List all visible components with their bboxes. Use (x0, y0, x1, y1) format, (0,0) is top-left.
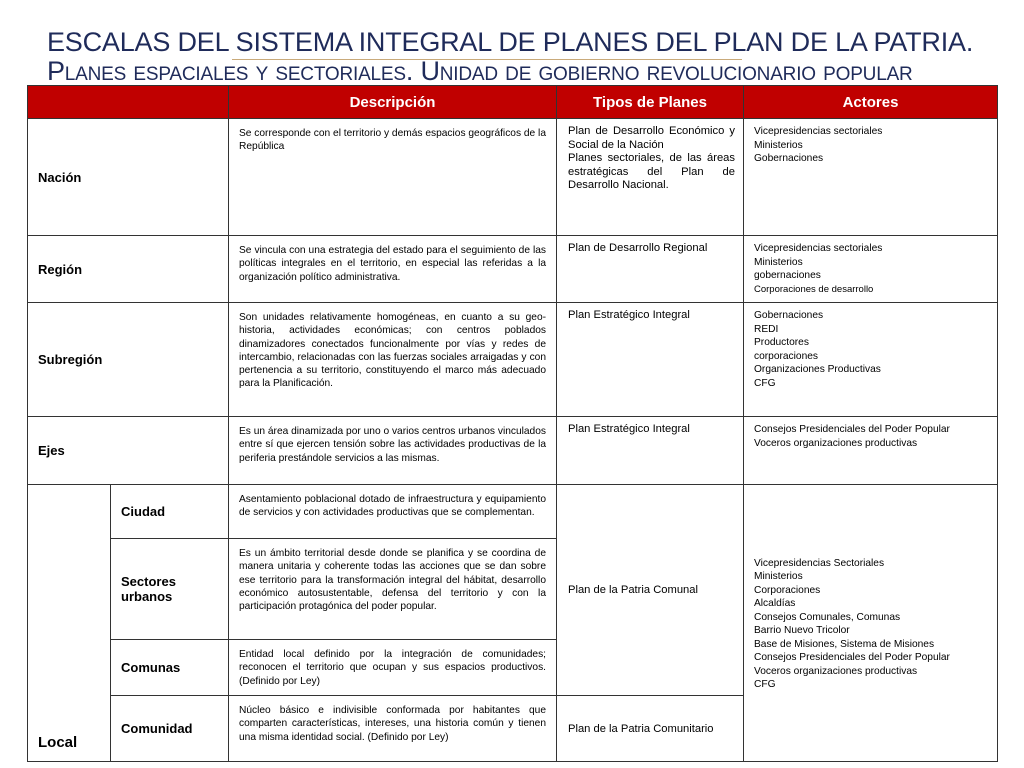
desc-nacion: Se corresponde con el territorio y demás espacios geográficos de la República (229, 119, 557, 236)
level-region: Región (28, 236, 229, 303)
desc-region: Se vincula con una estrategia del estado para el seguimiento de las políticas integrales en el territorio, en especial las referidas a la organización político administrativa. (229, 236, 557, 303)
actores-nacion: Vicepresidencias sectoriales Ministerios Gobernaciones (744, 119, 998, 236)
actores-region-list: Vicepresidencias sectoriales Ministerios gobernaciones (754, 243, 883, 281)
row-region (28, 236, 998, 303)
row-subregion (28, 303, 998, 417)
row-ejes (28, 417, 998, 485)
desc-subregion: Son unidades relativamente homogéneas, en cuanto a su geo-historia, actividades económicas; con centros poblados dinamizadores conectados funcionalmente por vías y redes de intercambio, relacionadas con las fuerzas sociales arraigadas y con pertenencia a su territorio, constituyendo el marco más adecuado para la Planificación. (229, 303, 557, 417)
row-ciudad (28, 485, 998, 539)
desc-sectores-urbanos: Es un ámbito territorial desde donde se planifica y se coordina de manera unitaria y coherente todas las acciones que se dan sobre ese territorio para la transformación integral del hábitat, desarrollo económico autosustentable, defensa del territorio y con la participación protagónica del poder popular. (229, 539, 557, 640)
plan-subregion: Plan Estratégico Integral (557, 303, 744, 417)
actores-region (744, 236, 998, 303)
plan-comunidad: Plan de la Patria Comunitario (557, 696, 744, 762)
level-local: Local (28, 485, 111, 762)
level-sectores-urbanos: Sectores urbanos (111, 539, 229, 640)
actores-region-extra: Corporaciones de desarrollo (754, 283, 874, 295)
level-nacion: Nación (28, 119, 229, 236)
header-tipos-de-planes: Tipos de Planes (557, 86, 744, 119)
header-row (28, 86, 998, 119)
plan-local-comunal: Plan de la Patria Comunal (557, 485, 744, 696)
title-divider (232, 59, 742, 60)
actores-ejes: Consejos Presidenciales del Poder Popular Voceros organizaciones productivas (744, 417, 998, 485)
level-comunas: Comunas (111, 640, 229, 696)
level-ejes: Ejes (28, 417, 229, 485)
desc-comunas: Entidad local definido por la integración de comunidades; reconocen el territorio que ocupan y sus espacios productivos. (Definido por Ley) (229, 640, 557, 696)
scales-table (27, 85, 998, 762)
level-subregion: Subregión (28, 303, 229, 417)
desc-comunidad: Núcleo básico e indivisible conformada por habitantes que comparten características, intereses, una historia común y tienen una misma identidad social. (Definido por Ley) (229, 696, 557, 762)
actores-subregion: Gobernaciones REDI Productores corporaciones Organizaciones Productivas CFG (744, 303, 998, 417)
desc-ciudad: Asentamiento poblacional dotado de infraestructura y equipamiento de servicios y con actividades productivas que se complementan. (229, 485, 557, 539)
plan-region: Plan de Desarrollo Regional (557, 236, 744, 303)
level-ciudad: Ciudad (111, 485, 229, 539)
title-line-1: ESCALAS DEL SISTEMA INTEGRAL DE PLANES DEL PLAN DE LA PATRIA. (47, 27, 974, 57)
row-nacion (28, 119, 998, 236)
title-line-2: Planes espaciales y sectoriales. Unidad de gobierno revolucionario popular (47, 56, 913, 86)
level-comunidad: Comunidad (111, 696, 229, 762)
header-actores: Actores (744, 86, 998, 119)
plan-ejes: Plan Estratégico Integral (557, 417, 744, 485)
page-title (47, 28, 1007, 86)
header-descripcion: Descripción (229, 86, 557, 119)
header-blank (28, 86, 229, 119)
desc-ejes: Es un área dinamizada por uno o varios centros urbanos vinculados entre sí que ejercen tensión sobre las actividades productivas de la periferia prestándole servicios a las mismas. (229, 417, 557, 485)
actores-local: Vicepresidencias Sectoriales Ministerios Corporaciones Alcaldías Consejos Comunales, Comunas Barrio Nuevo Tricolor Base de Misiones, Sistema de Misiones Consejos Presidenciales del Poder Popular Voceros organizaciones productivas CFG (744, 485, 998, 762)
plan-nacion: Plan de Desarrollo Económico y Social de la Nación Planes sectoriales, de las áreas estratégicas del Plan de Desarrollo Nacional. (557, 119, 744, 236)
